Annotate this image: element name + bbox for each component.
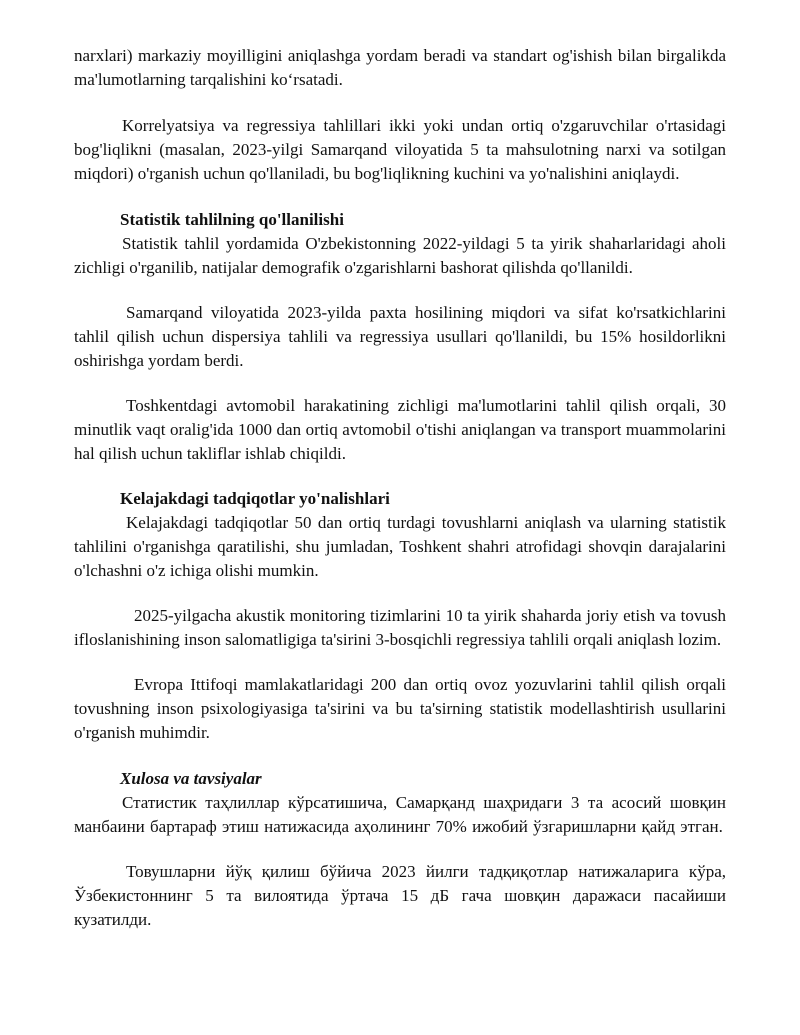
paragraph-population-density: Statistik tahlil yordamida O'zbekistonning 2022-yildagi 5 ta yirik shaharlaridagi aholi zichligi o'rganilib, natijalar demografik o'zgarishlarni bashorat qilishda qo'llanildi. — [74, 234, 726, 277]
section-heading-application: Statistik tahlilning qo'llanilishi — [120, 210, 344, 229]
paragraph-eu-recordings: Evropa Ittifoqi mamlakatlaridagi 200 dan ortiq ovoz yozuvlarini tahlil qilish orqali tovushning inson psixologiyasiga ta'sirini va bu ta'sirning statistik modellashtirish usullarini o'rganish muhimdir. — [74, 675, 726, 742]
paragraph-traffic: Toshkentdagi avtomobil harakatining zichligi ma'lumotlarini tahlil qilish orqali, 30 minutlik vaqt oralig'ida 1000 dan ortiq avtomobil o'tishi aniqlangan va transport muammolarini hal qilish uchun takliflar ishlab chiqildi. — [74, 396, 726, 463]
paragraph-sound-types: Kelajakdagi tadqiqotlar 50 dan ortiq turdagi tovushlarni aniqlash va ularning statistik tahlilini o'rganishga qaratilishi, shu jumladan, Toshkent shahri atrofidagi shovqin darajalarini o'lchashni o'z ichiga olishi mumkin. — [74, 513, 726, 580]
document-page — [74, 44, 726, 932]
paragraph-correlation: Korrelyatsiya va regressiya tahlillari ikki yoki undan ortiq o'zgaruvchilar o'rtasidagi bog'liqlikni (masalan, 2023-yilgi Samarqand viloyatida 5 ta mahsulotning narxi va sotilgan miqdori) o'rganish uchun qo'llaniladi, bu bog'liqlikning kuchini va yo'nalishini aniqlaydi. — [74, 116, 726, 183]
paragraph-noise-reduction: Товушларни йўқ қилиш бўйича 2023 йилги тадқиқотлар натижаларига кўра, Ўзбекистоннинг 5 та вилоятида ўртача 15 дБ гача шовқин даражаси пасайиши кузатилди. — [74, 862, 726, 929]
paragraph-acoustic-monitoring: 2025-yilgacha akustik monitoring tizimlarini 10 ta yirik shaharda joriy etish va tovush ifloslanishining inson salomatligiga ta'sirini 3-bosqichli regressiya tahlili orqali aniqlash lozim. — [74, 606, 726, 649]
paragraph-noise-sources: Статистик таҳлиллар кўрсатишича, Самарқанд шаҳридаги 3 та асосий шовқин манбаини бартараф этиш натижасида аҳолининг 70% ижобий ўзгаришларни қайд этган. — [74, 793, 726, 836]
paragraph-continuation: narxlari) markaziy moyilligini aniqlashga yordam beradi va standart og'ishish bilan birgalikda ma'lumotlarning tarqalishini ko‘rsatadi. — [74, 46, 726, 89]
paragraph-cotton-yield: Samarqand viloyatida 2023-yilda paxta hosilining miqdori va sifat ko'rsatkichlarini tahlil qilish uchun dispersiya tahlili va regressiya usullari qo'llanildi, bu 15% hosildorlikni oshirishga yordam berdi. — [74, 303, 726, 370]
section-heading-conclusion: Xulosa va tavsiyalar — [120, 769, 262, 788]
section-heading-future-research: Kelajakdagi tadqiqotlar yo'nalishlari — [120, 489, 390, 508]
